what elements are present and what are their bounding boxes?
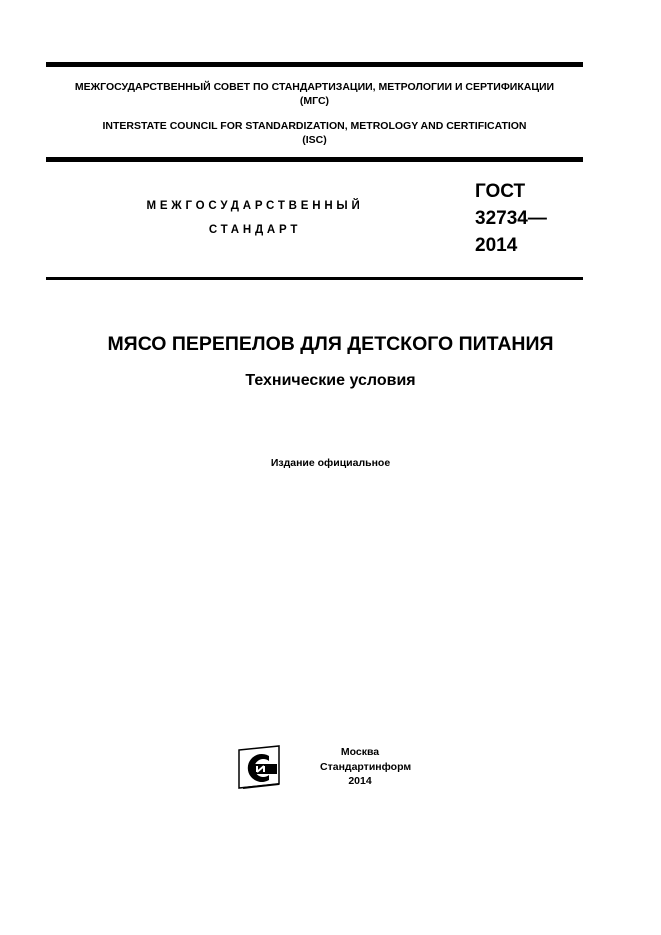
middle-divider xyxy=(46,157,583,162)
gost-number: 32734— xyxy=(475,208,547,229)
standard-type-line1: МЕЖГОСУДАРСТВЕННЫЙ xyxy=(146,200,364,212)
standard-type-line2: СТАНДАРТ xyxy=(208,224,302,236)
council-abbr-ru: (МГС) xyxy=(299,95,330,107)
standard-type xyxy=(120,194,390,242)
publisher-city: Москва xyxy=(340,746,380,758)
publisher-year: 2014 xyxy=(348,775,372,787)
council-name-en-line: INTERSTATE COUNCIL FOR STANDARDIZATION, METROLOGY AND CERTIFICATION xyxy=(102,120,527,132)
gost-year: 2014 xyxy=(475,235,518,256)
gost-label: ГОСТ xyxy=(475,181,526,202)
document-subtitle: Технические условия xyxy=(245,372,416,389)
council-name-en xyxy=(46,119,583,147)
publisher-name: Стандартинформ xyxy=(320,760,412,773)
council-name-ru xyxy=(46,80,583,108)
edition-note: Издание официальное xyxy=(270,457,391,469)
publisher-info xyxy=(320,745,412,789)
council-abbr-en: (ISC) xyxy=(302,134,327,146)
top-divider xyxy=(46,62,583,67)
standartinform-logo-icon xyxy=(235,744,285,790)
bottom-divider xyxy=(46,277,583,280)
document-title: МЯСО ПЕРЕПЕЛОВ ДЛЯ ДЕТСКОГО ПИТАНИЯ xyxy=(107,333,554,355)
gost-designation xyxy=(475,178,547,259)
council-name-ru-line: МЕЖГОСУДАРСТВЕННЫЙ СОВЕТ ПО СТАНДАРТИЗАЦИИ, МЕТРОЛОГИИ И СЕРТИФИКАЦИИ xyxy=(74,81,555,93)
